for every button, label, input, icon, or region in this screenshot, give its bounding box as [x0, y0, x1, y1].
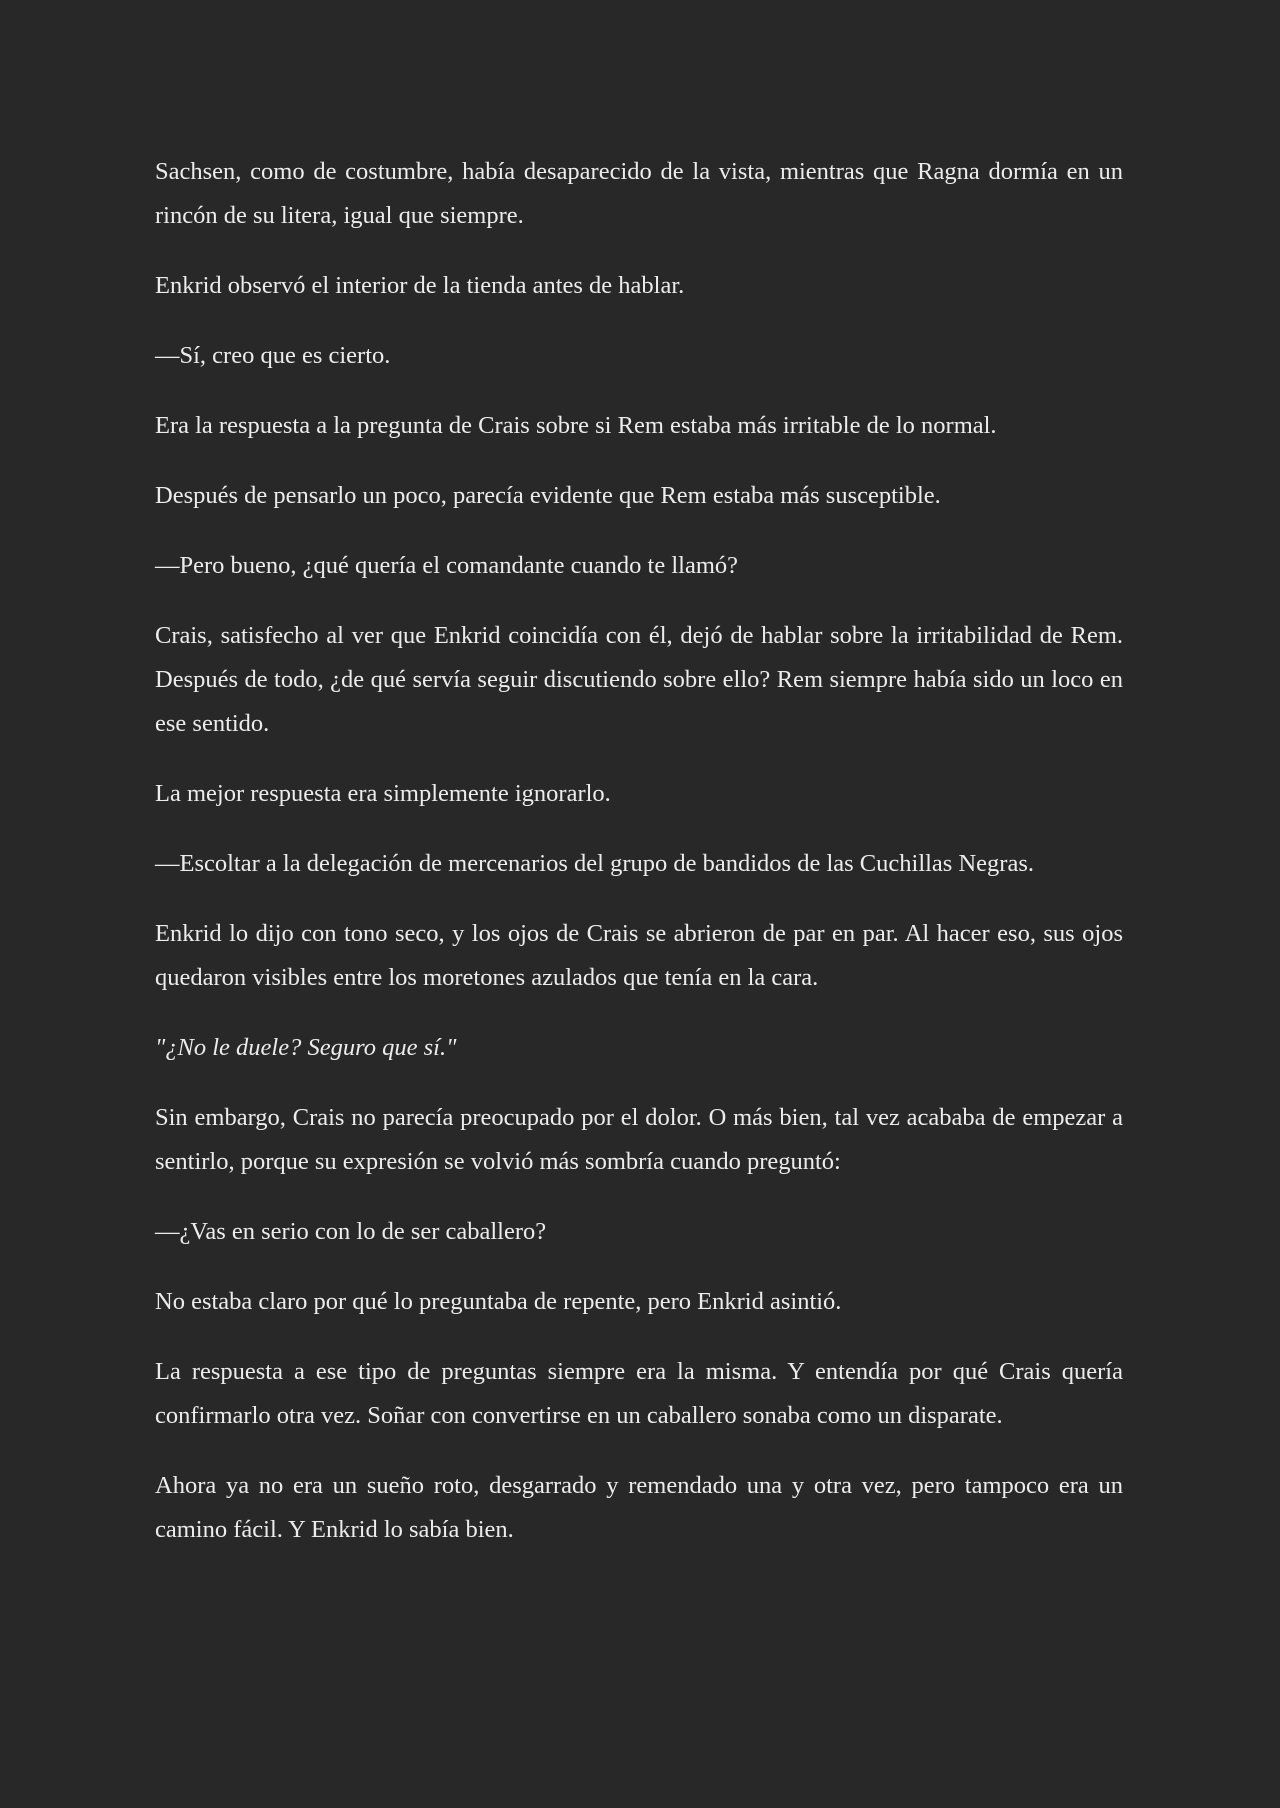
paragraph: La respuesta a ese tipo de preguntas siempre era la misma. Y entendía por qué Crais quería confirmarlo otra vez. Soñar con convertirse en un caballero sonaba como un disparate.	[155, 1358, 1123, 1429]
dialogue-line: —¿Vas en serio con lo de ser caballero?	[155, 1218, 547, 1245]
paragraph: No estaba claro por qué lo preguntaba de repente, pero Enkrid asintió.	[155, 1288, 842, 1315]
dialogue-line: —Sí, creo que es cierto.	[155, 342, 391, 369]
inner-thought: "¿No le duele? Seguro que sí."	[155, 1034, 457, 1061]
paragraph: Crais, satisfecho al ver que Enkrid coincidía con él, dejó de hablar sobre la irritabilidad de Rem. Después de todo, ¿de qué servía seguir discutiendo sobre ello? Rem siempre había sido un loco en ese sentido.	[155, 622, 1123, 737]
paragraph: Sachsen, como de costumbre, había desaparecido de la vista, mientras que Ragna dormía en un rincón de su litera, igual que siempre.	[155, 158, 1123, 229]
paragraph: La mejor respuesta era simplemente ignorarlo.	[155, 780, 611, 807]
paragraph: Después de pensarlo un poco, parecía evidente que Rem estaba más susceptible.	[155, 482, 941, 509]
paragraph: Era la respuesta a la pregunta de Crais sobre si Rem estaba más irritable de lo normal.	[155, 412, 997, 439]
paragraph: Ahora ya no era un sueño roto, desgarrado y remendado una y otra vez, pero tampoco era un camino fácil. Y Enkrid lo sabía bien.	[155, 1472, 1123, 1543]
dialogue-line: —Escoltar a la delegación de mercenarios del grupo de bandidos de las Cuchillas Negras.	[155, 850, 1034, 877]
chapter-text	[155, 150, 1123, 1578]
paragraph: Enkrid observó el interior de la tienda antes de hablar.	[155, 272, 685, 299]
paragraph: Enkrid lo dijo con tono seco, y los ojos de Crais se abrieron de par en par. Al hacer eso, sus ojos quedaron visibles entre los moretones azulados que tenía en la cara.	[155, 920, 1123, 991]
dialogue-line: —Pero bueno, ¿qué quería el comandante cuando te llamó?	[155, 552, 739, 579]
paragraph: Sin embargo, Crais no parecía preocupado por el dolor. O más bien, tal vez acababa de empezar a sentirlo, porque su expresión se volvió más sombría cuando preguntó:	[155, 1104, 1123, 1175]
